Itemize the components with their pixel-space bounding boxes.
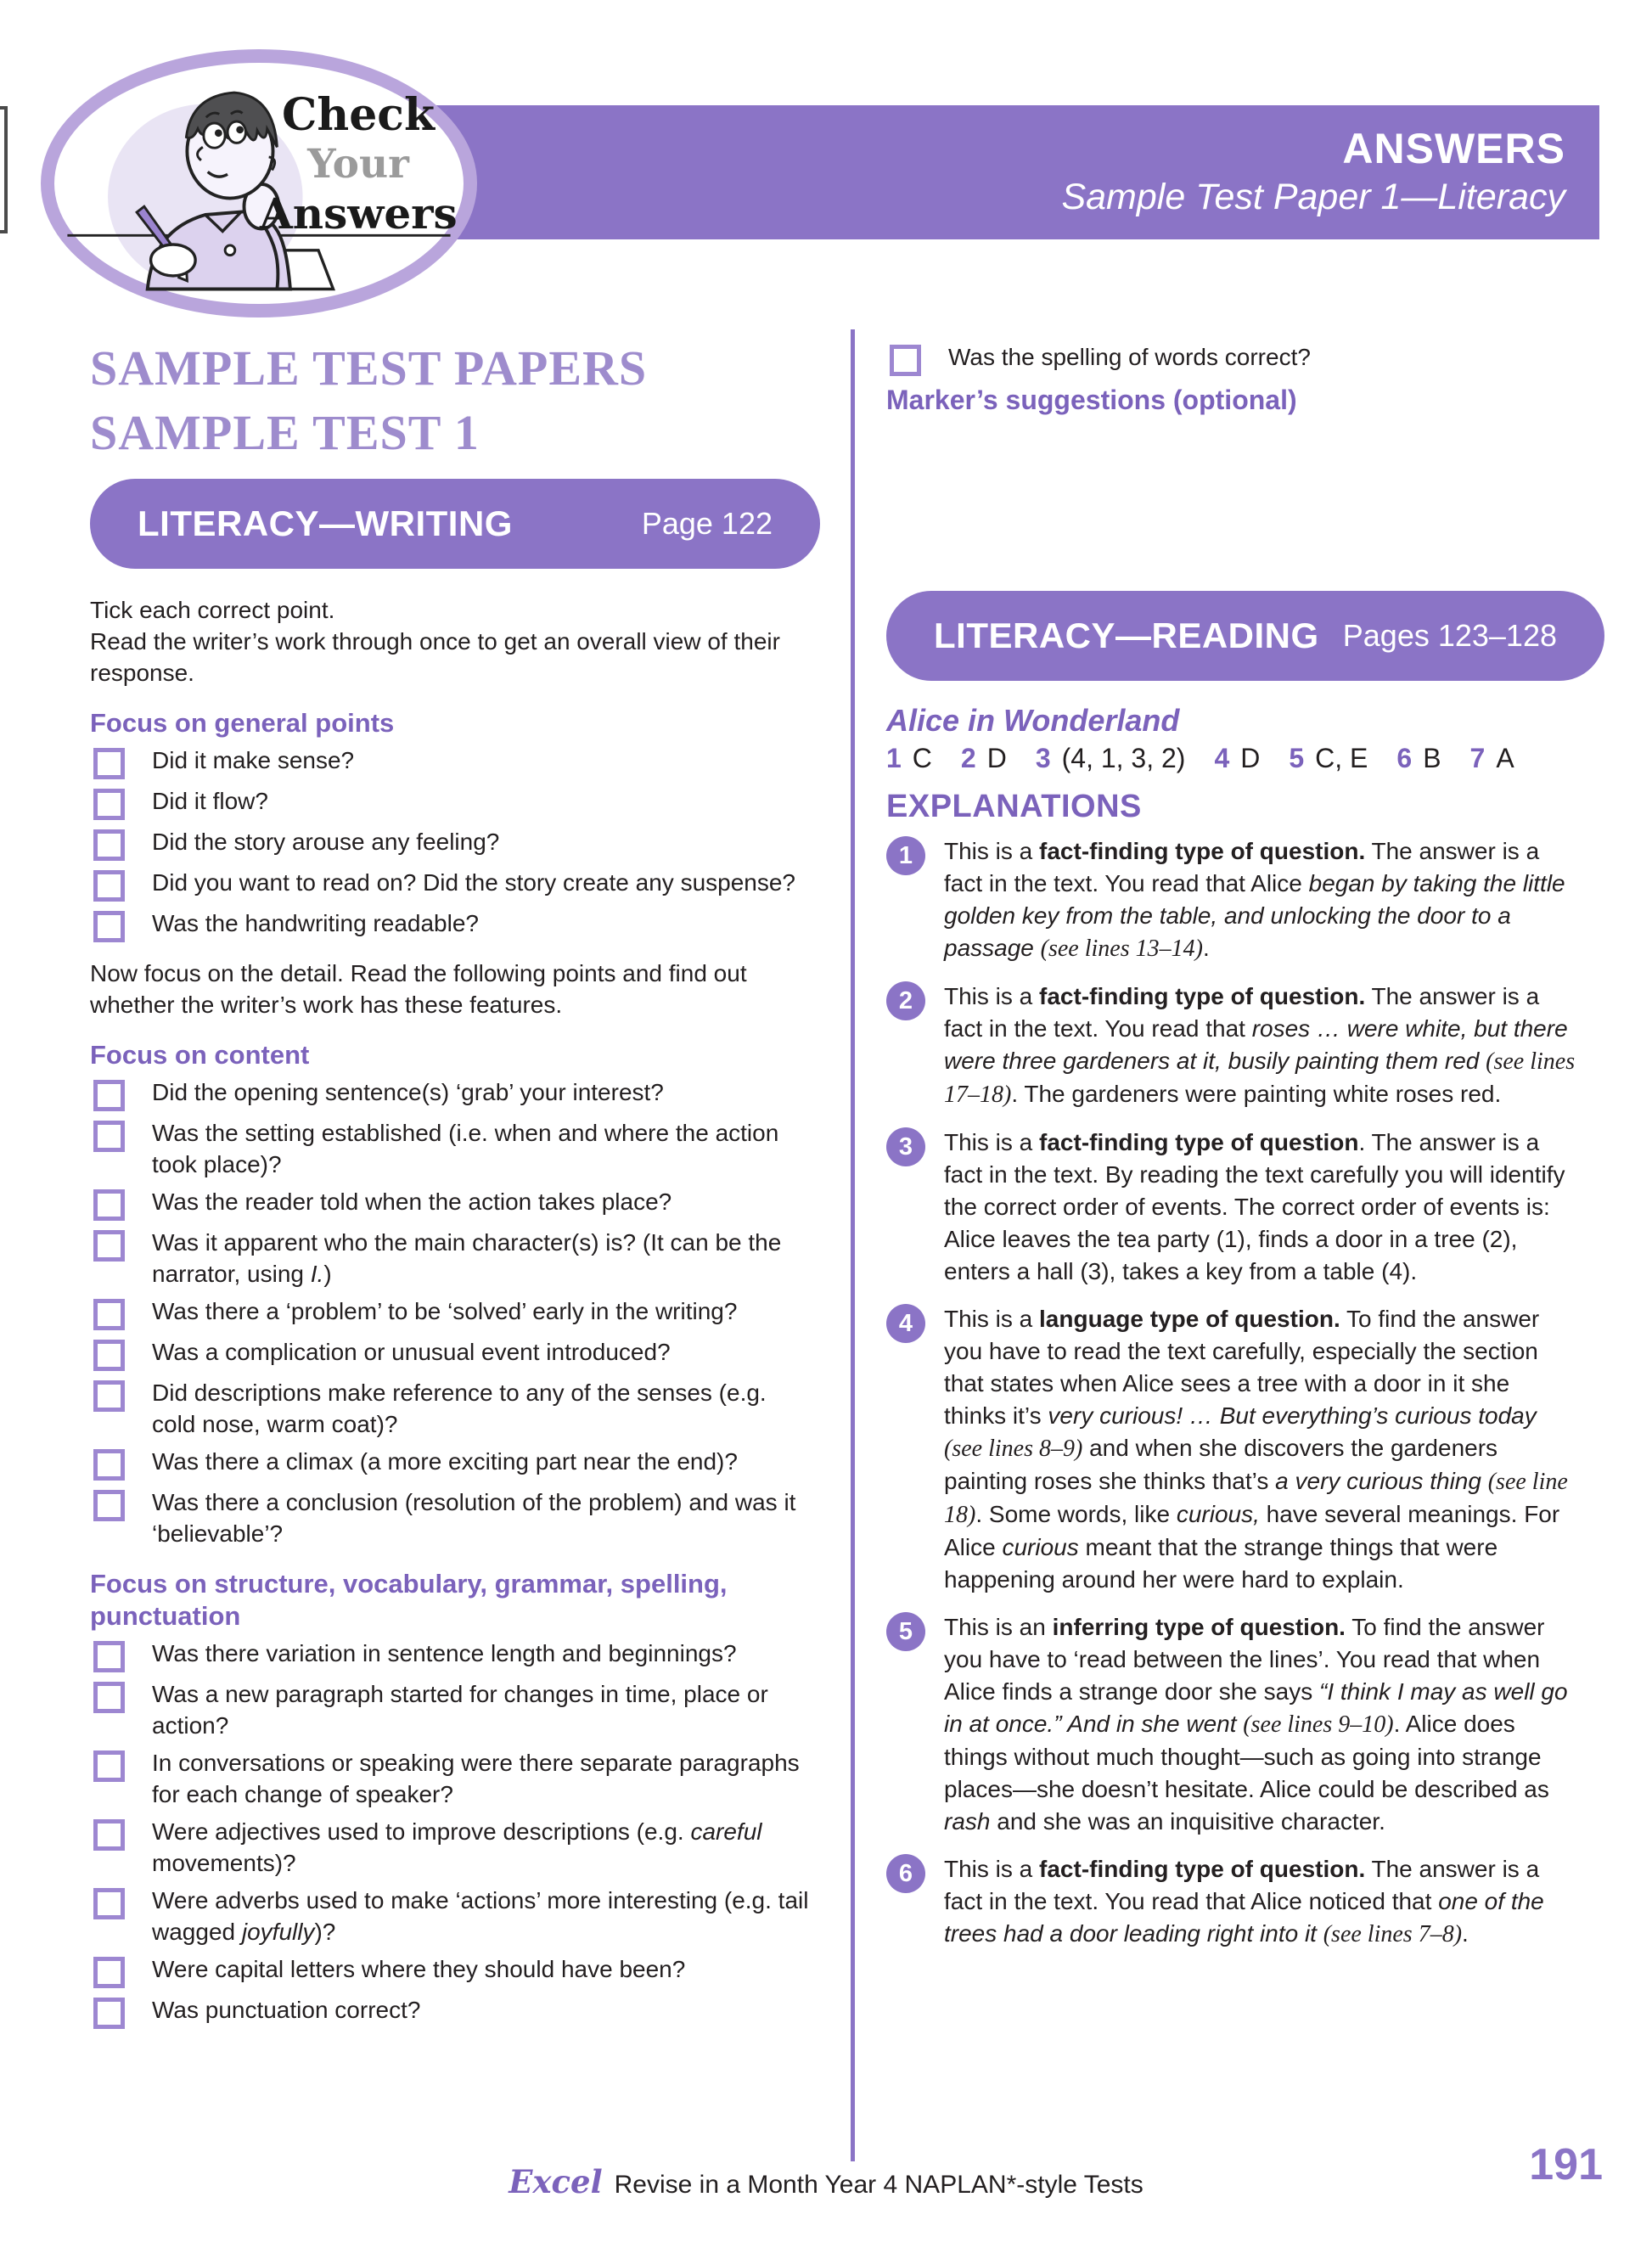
intro-line-1: Tick each correct point. xyxy=(90,597,335,623)
checkbox[interactable] xyxy=(93,789,125,820)
checklist-item-label xyxy=(152,745,359,779)
text-segment: careful xyxy=(690,1818,762,1845)
text-segment: (see line 18) xyxy=(944,1469,1568,1528)
explanation-item xyxy=(886,981,1604,1111)
text-segment: Was the setting established (i.e. when and where the action took place)? xyxy=(152,1120,779,1177)
answers-title: ANSWERS xyxy=(1342,125,1565,172)
text-segment: This is a xyxy=(944,1129,1040,1155)
text-segment: Did it make sense? xyxy=(152,747,355,773)
explanation-text xyxy=(944,835,1604,965)
checklist-item-label xyxy=(152,908,484,942)
checklist-item-label xyxy=(948,341,1316,376)
checklist-item-label xyxy=(152,1186,677,1221)
text-segment: very curious! … But everything’s curious today xyxy=(1048,1402,1537,1429)
text-segment: Did descriptions make reference to any of the senses (e.g. cold nose, warm coat)? xyxy=(152,1380,767,1437)
explanation-text xyxy=(944,981,1604,1111)
checklist-item xyxy=(90,1336,820,1371)
text-segment: one of the trees had a door leading right into it xyxy=(944,1888,1544,1947)
checklist-item-label xyxy=(152,1336,676,1371)
text-segment: and when she discovers the gardeners painting roses she thinks that’s xyxy=(944,1435,1498,1494)
text-segment: curious xyxy=(1002,1534,1079,1560)
logo-wordmark xyxy=(260,90,457,239)
answer-question-number: 4 xyxy=(1214,743,1230,773)
checklist-item-label xyxy=(152,826,504,861)
text-segment: a very curious thing xyxy=(1275,1468,1481,1494)
checkbox[interactable] xyxy=(93,1080,125,1111)
literacy-reading-title: LITERACY—READING xyxy=(934,615,1319,655)
checklist-spelling xyxy=(886,341,1604,376)
checklist-item xyxy=(90,1953,820,1988)
literacy-writing-title: LITERACY—WRITING xyxy=(138,503,513,543)
text-segment: began by taking the little golden key from the table, and unlocking the door to a passage xyxy=(944,870,1565,961)
checkbox[interactable] xyxy=(93,1819,125,1851)
answer-question-number: 2 xyxy=(960,743,976,773)
answer-letter: D xyxy=(986,743,1007,773)
checklist-item xyxy=(90,1816,820,1879)
explanation-number-badge: 6 xyxy=(886,1854,925,1893)
literacy-reading-page-ref: Pages 123–128 xyxy=(1342,618,1557,653)
text-segment: (see lines 8–9) xyxy=(944,1436,1083,1462)
right-column xyxy=(886,341,1604,1966)
checkbox[interactable] xyxy=(93,1750,125,1782)
check-your-answers-logo xyxy=(41,49,477,317)
explanation-text xyxy=(944,1611,1604,1838)
text-segment: curious, xyxy=(1176,1501,1260,1527)
checkbox[interactable] xyxy=(93,829,125,861)
answer-question-number: 3 xyxy=(1035,743,1051,773)
text-segment: Did the story arouse any feeling? xyxy=(152,829,500,855)
checklist-item-label xyxy=(152,1117,820,1180)
answer-question-number: 5 xyxy=(1289,743,1305,773)
explanation-number-badge: 5 xyxy=(886,1612,925,1651)
explanation-item xyxy=(886,1127,1604,1288)
answer-pair xyxy=(1036,740,1186,776)
checklist-item xyxy=(90,745,820,779)
text-segment: The answer is a fact in the text. You read that Alice noticed that xyxy=(944,1856,1540,1914)
checkbox[interactable] xyxy=(93,1230,125,1262)
checklist-item xyxy=(90,1227,820,1290)
text-segment: This is a xyxy=(944,983,1040,1009)
checklist-item xyxy=(886,341,1604,376)
checklist-item-label xyxy=(152,1638,742,1672)
detail-paragraph: Now focus on the detail. Read the following points and find out whether the writer’s work has these features. xyxy=(90,960,747,1018)
text-segment: Did you want to read on? Did the story create any suspense? xyxy=(152,869,795,896)
page-edge-artifact xyxy=(0,106,8,233)
checklist-item xyxy=(90,1885,820,1947)
writing-intro xyxy=(90,594,820,688)
checklist-item xyxy=(90,1076,820,1111)
text-segment: joyfully xyxy=(241,1919,315,1945)
checkbox[interactable] xyxy=(93,1299,125,1330)
text-segment: Was the spelling of words correct? xyxy=(948,344,1311,370)
literacy-writing-page-ref: Page 122 xyxy=(641,506,773,541)
text-segment: meant that the strange things that were happening around her were hard to explain. xyxy=(944,1534,1498,1593)
checklist-item xyxy=(90,826,820,861)
checklist-content xyxy=(90,1076,820,1549)
text-segment: Were adjectives used to improve descriptions (e.g. xyxy=(152,1818,691,1845)
checkbox[interactable] xyxy=(93,1490,125,1521)
explanation-item xyxy=(886,1853,1604,1951)
checklist-item-label xyxy=(152,1747,820,1810)
answer-pair xyxy=(1470,740,1514,776)
answer-pair xyxy=(1396,740,1441,776)
checkbox[interactable] xyxy=(890,345,921,376)
checklist-item xyxy=(90,1486,820,1549)
answer-letter: D xyxy=(1240,743,1261,773)
text-segment xyxy=(1317,1920,1323,1947)
logo-word-check: Check xyxy=(282,89,435,141)
checkbox[interactable] xyxy=(93,748,125,779)
checklist-item-label xyxy=(152,1486,820,1549)
text-segment: Were adverbs used to make ‘actions’ more interesting (e.g. tail wagged xyxy=(152,1887,809,1945)
text-segment: In conversations or speaking were there separate paragraphs for each change of speaker? xyxy=(152,1750,800,1807)
answer-key-row xyxy=(886,740,1604,776)
text-segment: movements)? xyxy=(152,1850,296,1876)
answer-letter: B xyxy=(1423,743,1441,773)
explanation-text xyxy=(944,1853,1604,1951)
text-segment: (see lines 17–18) xyxy=(944,1048,1576,1108)
text-segment: The answer is a fact in the text. You read that Alice xyxy=(944,838,1540,896)
answer-question-number: 7 xyxy=(1469,743,1486,773)
text-segment: have several meanings. For Alice xyxy=(944,1501,1560,1560)
text-segment: fact-finding type of question. xyxy=(1039,1856,1366,1882)
checklist-item xyxy=(90,1678,820,1741)
checklist-item-label xyxy=(152,1295,742,1330)
answers-subtitle: Sample Test Paper 1—Literacy xyxy=(1061,177,1565,217)
footer-brand: Excel xyxy=(509,2163,603,2200)
heading-markers-suggestions: Marker’s suggestions (optional) xyxy=(886,385,1297,415)
literacy-writing-banner xyxy=(90,479,820,569)
text-segment: Was there variation in sentence length and beginnings? xyxy=(152,1640,737,1666)
explanation-text xyxy=(944,1127,1604,1288)
footer-series-title: Revise in a Month Year 4 NAPLAN*-style Tests xyxy=(614,2171,1143,2199)
explanation-number-badge: 4 xyxy=(886,1304,925,1343)
checklist-item xyxy=(90,1186,820,1221)
checklist-item xyxy=(90,1446,820,1481)
explanation-item xyxy=(886,1303,1604,1596)
text-segment: fact-finding type of question. xyxy=(1039,838,1366,864)
explanation-item xyxy=(886,1611,1604,1838)
text-segment: . xyxy=(1462,1920,1469,1947)
answer-pair xyxy=(1214,740,1260,776)
text-segment: Was there a conclusion (resolution of the problem) and was it ‘believable’? xyxy=(152,1489,796,1547)
checklist-item-label xyxy=(152,1227,820,1290)
logo-word-answers: Answers xyxy=(260,188,458,239)
text-segment: . Alice does things without much thought—such as going into strange places—she doesn’t hesitate. Alice could be described as xyxy=(944,1711,1549,1802)
checklist-item xyxy=(90,1747,820,1810)
checklist-item-label xyxy=(152,1446,743,1481)
text-segment: language type of question. xyxy=(1039,1306,1340,1332)
checklist-item-label xyxy=(152,1076,669,1111)
text-segment: fact-finding type of question. xyxy=(1039,983,1366,1009)
text-segment: roses … were white, but there were three gardeners at it, busily painting them red xyxy=(944,1015,1568,1074)
answer-pair xyxy=(1289,740,1368,776)
text-segment: Was punctuation correct? xyxy=(152,1997,421,2023)
text-segment: I. xyxy=(310,1261,324,1287)
passage-title: Alice in Wonderland xyxy=(886,703,1180,738)
text-segment: This is an xyxy=(944,1614,1053,1640)
text-segment: Was it apparent who the main character(s) is? (It can be the narrator, using xyxy=(152,1229,782,1287)
section-title-sample-test-1: SAMPLE TEST 1 xyxy=(90,405,480,460)
text-segment: Was the handwriting readable? xyxy=(152,910,479,936)
explanations-list xyxy=(886,835,1604,1951)
text-segment: (see lines 13–14) xyxy=(1040,936,1203,962)
text-segment: To find the answer you have to ‘read between the lines’. You read that when Alice finds a strange door she says xyxy=(944,1614,1545,1705)
explanation-text xyxy=(944,1303,1604,1596)
text-segment: . Some words, like xyxy=(975,1501,1177,1527)
text-segment: ) xyxy=(323,1261,332,1287)
text-segment: )? xyxy=(314,1919,336,1945)
text-segment: inferring type of question. xyxy=(1052,1614,1346,1640)
checklist-item-label xyxy=(152,1953,690,1988)
checklist-general-points xyxy=(90,745,820,942)
checkbox[interactable] xyxy=(93,1380,125,1412)
explanation-number-badge: 2 xyxy=(886,981,925,1020)
text-segment: fact-finding type of question xyxy=(1039,1129,1359,1155)
checkbox[interactable] xyxy=(93,870,125,902)
checkbox[interactable] xyxy=(93,911,125,942)
text-segment: To find the answer you have to read the text carefully, especially the section that states when Alice sees a tree with a door in it she thinks it’s xyxy=(944,1306,1540,1429)
text-segment: Was there a climax (a more exciting part near the end)? xyxy=(152,1448,738,1475)
text-segment: and she was an inquisitive character. xyxy=(990,1808,1385,1835)
checkbox[interactable] xyxy=(93,1888,125,1919)
text-segment xyxy=(1479,1048,1486,1074)
text-segment: Were capital letters where they should have been? xyxy=(152,1956,686,1982)
text-segment: Was there a ‘problem’ to be ‘solved’ early in the writing? xyxy=(152,1298,738,1324)
checklist-item xyxy=(90,867,820,902)
answer-letter: (4, 1, 3, 2) xyxy=(1061,743,1186,773)
checkbox[interactable] xyxy=(93,1340,125,1371)
text-segment: . The gardeners were painting white roses red. xyxy=(1011,1081,1502,1107)
checklist-item-label xyxy=(152,1816,820,1879)
text-segment: (see lines 7–8) xyxy=(1323,1921,1463,1947)
explanation-number-badge: 1 xyxy=(886,836,925,875)
section-title-sample-test-papers: SAMPLE TEST PAPERS xyxy=(90,340,648,396)
checkbox[interactable] xyxy=(93,1449,125,1481)
checklist-item-label xyxy=(152,785,273,820)
text-segment: . xyxy=(1202,935,1210,961)
intro-line-2: Read the writer’s work through once to get an overall view of their response. xyxy=(90,628,780,686)
text-segment: (see lines 9–10) xyxy=(1243,1711,1394,1738)
checklist-item xyxy=(90,908,820,942)
text-segment: Did the opening sentence(s) ‘grab’ your interest? xyxy=(152,1079,664,1105)
text-segment: Did it flow? xyxy=(152,788,268,814)
checkbox[interactable] xyxy=(93,1121,125,1152)
checklist-item xyxy=(90,1377,820,1440)
answer-letter: A xyxy=(1496,743,1514,773)
text-segment: This is a xyxy=(944,1856,1040,1882)
checklist-item xyxy=(90,1994,820,2029)
checkbox[interactable] xyxy=(93,1641,125,1672)
checkbox[interactable] xyxy=(93,1998,125,2029)
checklist-item xyxy=(90,1117,820,1180)
answer-pair xyxy=(886,740,932,776)
text-segment: rash xyxy=(944,1808,991,1835)
checklist-item-label xyxy=(152,1885,820,1947)
text-segment: Was a complication or unusual event introduced? xyxy=(152,1339,671,1365)
answer-question-number: 1 xyxy=(886,743,902,773)
text-segment: This is a xyxy=(944,838,1040,864)
answer-letter: C xyxy=(912,743,932,773)
answer-letter: C, E xyxy=(1315,743,1368,773)
checklist-item xyxy=(90,785,820,820)
page-number: 191 xyxy=(1529,2140,1603,2189)
answers-header-banner xyxy=(340,105,1599,239)
checklist-structure xyxy=(90,1638,820,2029)
checkbox[interactable] xyxy=(93,1957,125,1988)
heading-focus-content: Focus on content xyxy=(90,1040,310,1070)
heading-focus-general-points: Focus on general points xyxy=(90,708,395,738)
text-segment xyxy=(1481,1468,1488,1494)
answer-pair xyxy=(961,740,1007,776)
heading-explanations: EXPLANATIONS xyxy=(886,789,1142,824)
text-segment: Was a new paragraph started for changes in time, place or action? xyxy=(152,1681,768,1739)
left-column xyxy=(90,341,820,2035)
text-segment xyxy=(1034,935,1041,961)
text-segment: . The answer is a fact in the text. By reading the text carefully you will identify the correct order of events. The correct order of events is: Alice leaves the tea party (1), finds a door in a tree (2), enters a hall (3), takes a key from a table (4). xyxy=(944,1129,1565,1284)
heading-focus-structure: Focus on structure, vocabulary, grammar, spelling, punctuation xyxy=(90,1569,728,1631)
text-segment: The answer is a fact in the text. You read that xyxy=(944,983,1540,1042)
answer-question-number: 6 xyxy=(1396,743,1413,773)
literacy-reading-banner xyxy=(886,591,1604,681)
checklist-item xyxy=(90,1638,820,1672)
text-segment: Was the reader told when the action takes place? xyxy=(152,1189,672,1215)
text-segment: “I think I may as well go in at once.” And in she went xyxy=(944,1678,1568,1737)
page-footer xyxy=(0,2163,1652,2200)
checklist-item-label xyxy=(152,867,801,902)
checklist-item-label xyxy=(152,1994,425,2029)
column-divider xyxy=(851,329,855,2161)
explanation-number-badge: 3 xyxy=(886,1127,925,1166)
explanation-item xyxy=(886,835,1604,965)
checklist-item-label xyxy=(152,1678,820,1741)
logo-word-your: Your xyxy=(307,141,409,188)
checkbox[interactable] xyxy=(93,1189,125,1221)
checklist-item-label xyxy=(152,1377,820,1440)
checkbox[interactable] xyxy=(93,1682,125,1713)
text-segment: This is a xyxy=(944,1306,1040,1332)
checklist-item xyxy=(90,1295,820,1330)
